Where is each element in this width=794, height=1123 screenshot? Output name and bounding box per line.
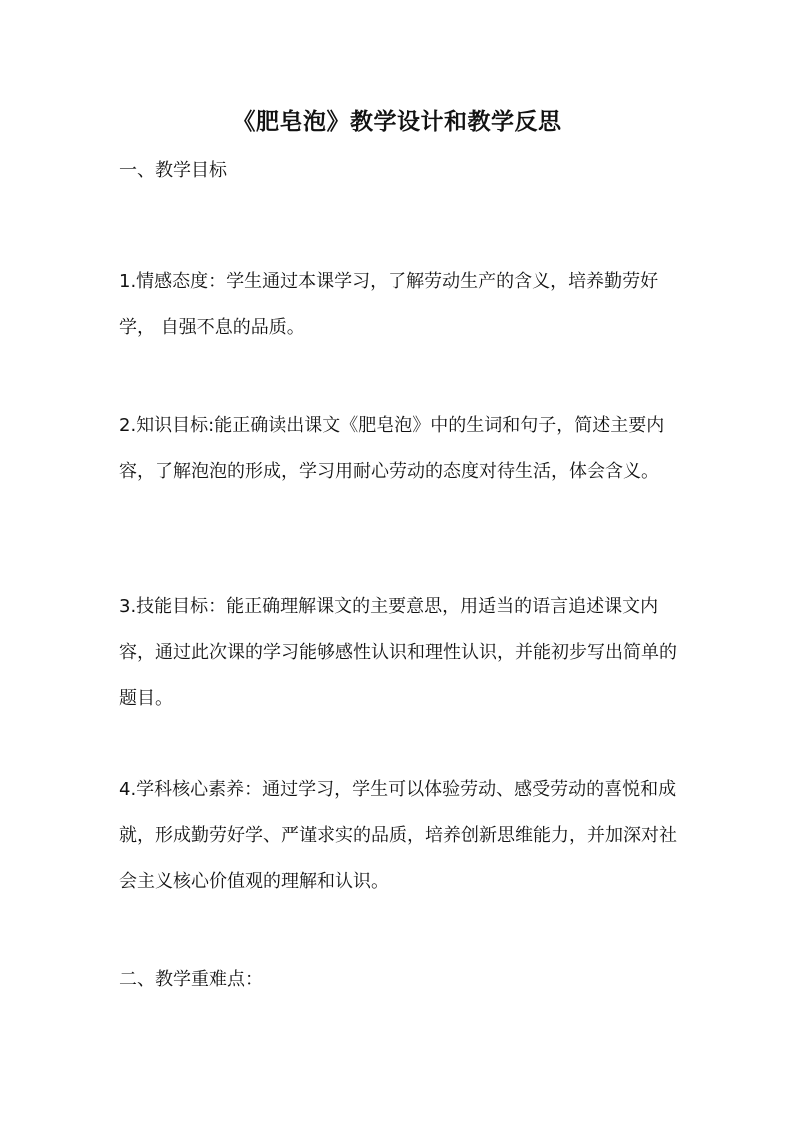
section-heading-key-points: 二、教学重难点： [119,969,263,990]
goal-item-1: 1.情感态度：学生通过本课学习，了解劳动生产的含义，培养勤劳好学， 自强不息的品质。 [119,271,659,338]
goal-item-3: 3.技能目标：能正确理解课文的主要意思，用适当的语言追述课文内容，通过此次课的学习能够感性认识和理性认识，并能初步写出简单的题目。 [119,596,677,709]
goal-item-2: 2.知识目标:能正确读出课文《肥皂泡》中的生词和句子，简述主要内容，了解泡泡的形成，学习用耐心劳动的态度对待生活，体会含义。 [119,415,665,482]
goal-item-4: 4.学科核心素养：通过学习，学生可以体验劳动、感受劳动的喜悦和成就，形成勤劳好学、严谨求实的品质，培养创新思维能力，并加深对社会主义核心价值观的理解和认识。 [119,779,677,892]
document-title: 《肥皂泡》教学设计和教学反思 [232,109,562,135]
section-heading-teaching-goals: 一、教学目标 [119,160,227,181]
